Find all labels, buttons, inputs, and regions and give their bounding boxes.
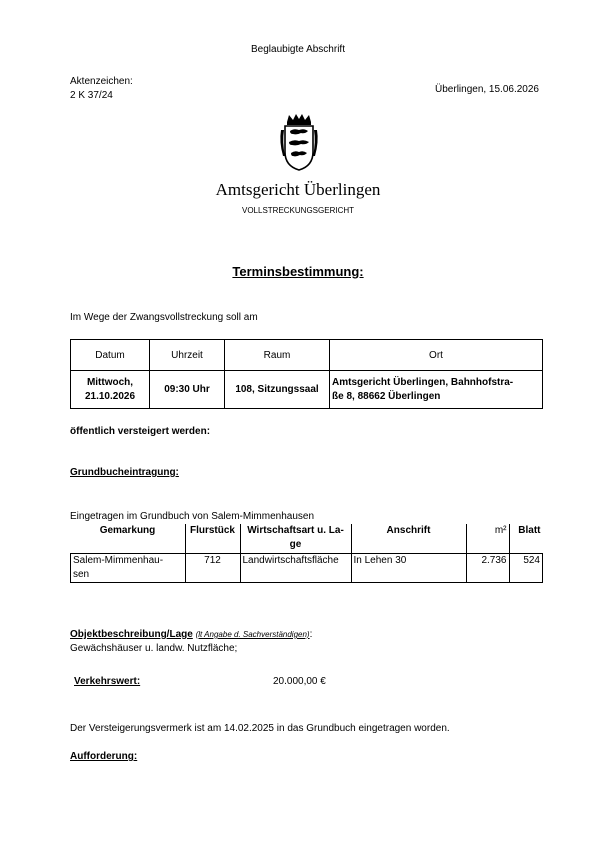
header-place: Ort — [330, 340, 543, 371]
object-heading: Objektbeschreibung/Lage — [70, 629, 193, 640]
appointment-table — [70, 339, 543, 409]
cell-district-line2: sen — [73, 568, 90, 580]
notice-text: Der Versteigerungsvermerk ist am 14.02.2025 in das Grundbuch eingetragen worden. — [70, 723, 450, 734]
cell-sheet: 524 — [509, 553, 543, 582]
cell-place — [330, 371, 543, 409]
place-date: Überlingen, 15.06.2026 — [435, 84, 539, 95]
court-name: Amtsgericht Überlingen — [215, 180, 381, 199]
cell-date — [71, 371, 150, 409]
object-colon: : — [309, 629, 313, 640]
cell-district-line1: Salem-Mimmenhau- — [73, 554, 164, 566]
header-address: Anschrift — [351, 524, 466, 553]
cell-district — [71, 553, 186, 582]
copy-label: Beglaubigte Abschrift — [251, 44, 345, 55]
land-register-heading: Grundbucheintragung: — [70, 467, 179, 478]
header-parcel: Flurstück — [185, 524, 240, 553]
header-use-line1: Wirtschaftsart u. La- — [247, 525, 344, 536]
appointment-table-row — [71, 371, 543, 409]
appointment-table-header-row — [71, 340, 543, 371]
cell-use: Landwirtschaftsfläche — [240, 553, 351, 582]
cell-room: 108, Sitzungssaal — [225, 371, 330, 409]
register-table-header-row — [71, 524, 543, 553]
cell-place-line1: Amtsgericht Überlingen, Bahnhofstra- — [332, 376, 514, 388]
document-title: Terminsbestimmung: — [232, 264, 364, 279]
coat-of-arms-icon — [279, 112, 319, 172]
header-time: Uhrzeit — [150, 340, 225, 371]
cell-address: In Lehen 30 — [351, 553, 466, 582]
cell-date-line1: Mittwoch, — [86, 376, 134, 388]
object-note: (lt Angabe d. Sachverständigen) — [195, 630, 310, 639]
header-use — [240, 524, 351, 553]
object-heading-line — [70, 629, 312, 640]
market-value: 20.000,00 € — [273, 676, 326, 687]
header-use-line2: ge — [289, 539, 302, 550]
request-heading: Aufforderung: — [70, 751, 138, 762]
register-table — [70, 524, 543, 583]
intro-text: Im Wege der Zwangsvollstreckung soll am — [70, 312, 258, 323]
cell-parcel: 712 — [185, 553, 240, 582]
cell-area: 2.736 — [466, 553, 509, 582]
file-number: 2 K 37/24 — [70, 90, 113, 101]
header-area: m² — [466, 524, 509, 553]
market-value-label: Verkehrswert: — [74, 676, 141, 687]
registered-in-text: Eingetragen im Grundbuch von Salem-Mimmenhausen — [70, 511, 315, 522]
header-district: Gemarkung — [71, 524, 186, 553]
file-number-label: Aktenzeichen: — [70, 76, 133, 87]
public-auction-text: öffentlich versteigert werden: — [70, 426, 211, 437]
cell-date-line2: 21.10.2026 — [84, 390, 136, 402]
header-sheet: Blatt — [509, 524, 543, 553]
cell-place-line2: ße 8, 88662 Überlingen — [332, 390, 441, 402]
cell-time: 09:30 Uhr — [150, 371, 225, 409]
court-subtitle: VOLLSTRECKUNGSGERICHT — [241, 206, 355, 215]
header-date: Datum — [71, 340, 150, 371]
register-table-row — [71, 553, 543, 582]
header-room: Raum — [225, 340, 330, 371]
object-description: Gewächshäuser u. landw. Nutzfläche; — [70, 643, 238, 654]
